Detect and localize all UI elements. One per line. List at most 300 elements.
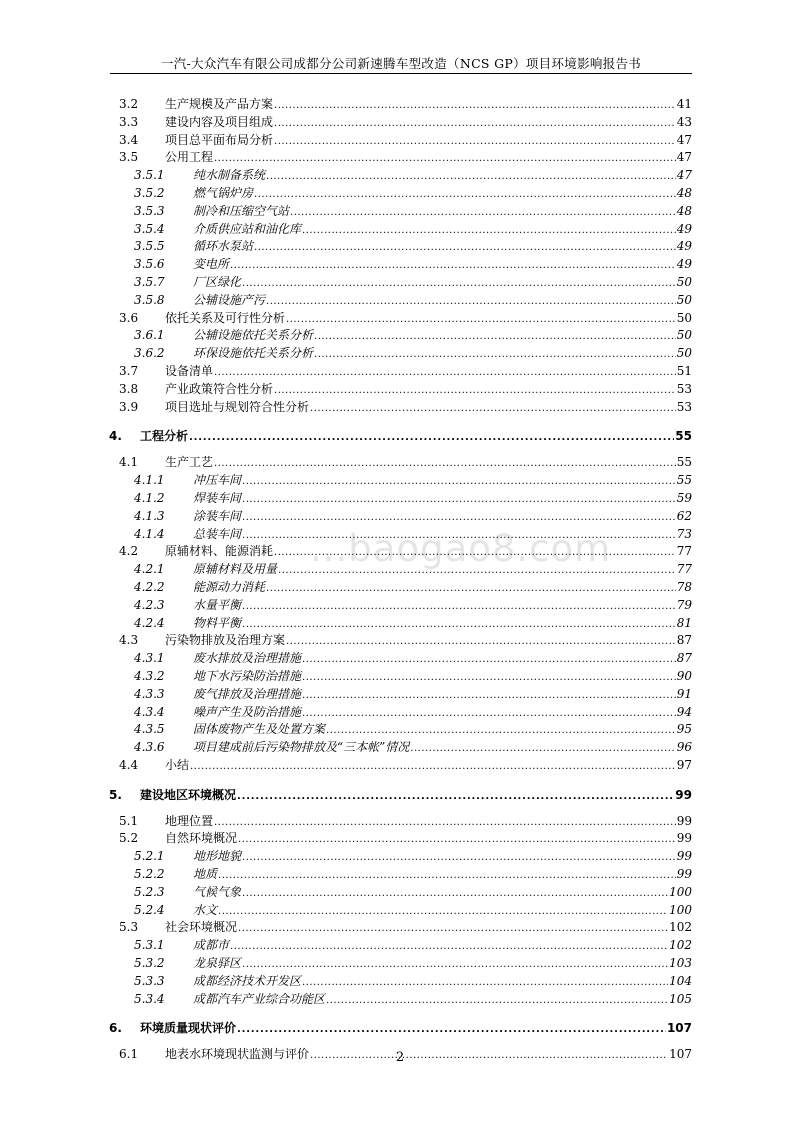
- toc-entry-title: 成都汽车产业综合功能区: [193, 991, 326, 1006]
- toc-entry-number: 3.8: [119, 381, 139, 396]
- toc-entry-number: 5.3.1: [134, 938, 165, 953]
- toc-entry[interactable]: [0, 381, 800, 399]
- toc-entry[interactable]: [0, 399, 800, 417]
- toc-entry-title: 地表水环境现状监测与评价: [165, 1047, 310, 1062]
- toc-entry[interactable]: [0, 686, 800, 704]
- toc-entry-line: [193, 686, 692, 705]
- toc-entry-number: 5.3.4: [134, 991, 165, 1006]
- toc-entry-line: [165, 96, 692, 115]
- toc-entry-line: [193, 490, 692, 509]
- toc-entry-title: 水文: [193, 902, 218, 917]
- toc-entry-number: 3.5.4: [134, 221, 165, 236]
- toc-entry-number: 4.3.5: [134, 722, 165, 737]
- toc-entry-line: [193, 274, 692, 293]
- toc-entry-number: 3.4: [119, 132, 139, 147]
- toc-entry-title: 工程分析: [140, 429, 189, 444]
- dot-leader: [266, 168, 676, 186]
- dot-leader: [190, 758, 676, 776]
- dot-leader: [286, 633, 676, 651]
- toc-entry-page: 100: [669, 902, 692, 917]
- toc-entry-title: 地下水污染防治措施: [193, 668, 302, 683]
- dot-leader: [302, 687, 676, 705]
- toc-entry-line: [193, 203, 692, 222]
- toc-entry-number: 4.4: [119, 757, 139, 772]
- toc-entry-title: 地形地貌: [193, 849, 242, 864]
- toc-entry-number: 4.: [109, 429, 122, 444]
- toc-entry-page: 47: [676, 150, 692, 165]
- dot-leader: [266, 580, 676, 598]
- toc-entry[interactable]: [0, 848, 800, 866]
- toc-entry-title: 龙泉驿区: [193, 956, 242, 971]
- toc-entry-title: 依托关系及可行性分析: [165, 310, 286, 325]
- toc-entry-page: 47: [676, 168, 692, 183]
- toc-entry-line: [165, 830, 692, 849]
- toc-entry-number: 6.: [109, 1021, 122, 1036]
- toc-entry-line: [193, 579, 692, 598]
- toc-entry-title: 环境质量现状评价: [140, 1021, 237, 1036]
- toc-entry-number: 4.3.2: [134, 668, 165, 683]
- dot-leader: [274, 97, 676, 115]
- dot-leader: [242, 956, 668, 974]
- toc-entry-number: 3.5.3: [134, 203, 165, 218]
- toc-entry-number: 4.3.1: [134, 651, 165, 666]
- toc-entry-title: 固体废物产生及处置方案: [193, 722, 326, 737]
- toc-entry-title: 纯水制备系统: [193, 168, 266, 183]
- dot-leader: [214, 814, 676, 832]
- toc-entry-number: 3.5.2: [134, 185, 165, 200]
- toc-entry-number: 3.6.2: [134, 346, 165, 361]
- toc-entry-number: 4.2: [119, 544, 139, 559]
- dot-leader: [314, 328, 676, 346]
- dot-leader: [189, 426, 674, 450]
- toc-entry-number: 5.: [109, 787, 122, 802]
- dot-leader: [310, 400, 676, 418]
- toc-entry-title: 建设地区环境概况: [140, 787, 237, 802]
- dot-leader: [410, 740, 675, 758]
- dot-leader: [274, 382, 676, 400]
- toc-entry[interactable]: [0, 830, 800, 848]
- toc-entry-page: 50: [676, 328, 692, 343]
- toc-entry-page: 55: [676, 455, 692, 470]
- toc-entry-number: 4.1.4: [134, 526, 165, 541]
- toc-entry-number: 5.2.3: [134, 884, 165, 899]
- toc-entry-line: [165, 543, 692, 562]
- toc-entry-page: 77: [676, 562, 692, 577]
- toc-entry-page: 55: [675, 429, 692, 444]
- dot-leader: [302, 651, 676, 669]
- toc-entry-page: 59: [676, 490, 692, 505]
- toc-entry-line: [193, 597, 692, 616]
- toc-entry[interactable]: [0, 561, 800, 579]
- toc-entry[interactable]: [0, 973, 800, 991]
- dot-leader: [242, 598, 676, 616]
- toc-entry[interactable]: [0, 508, 800, 526]
- toc-entry-page: 99: [676, 813, 692, 828]
- toc-entry-title: 环保设施依托关系分析: [193, 346, 314, 361]
- toc-entry[interactable]: [0, 132, 800, 150]
- toc-entry-title: 废气排放及治理措施: [193, 686, 302, 701]
- toc-entry-number: 3.5.5: [134, 239, 165, 254]
- dot-leader: [218, 867, 676, 885]
- toc-entry[interactable]: [0, 114, 800, 132]
- dot-leader: [214, 364, 676, 382]
- toc-entry-page: 99: [676, 867, 692, 882]
- toc-entry-line: [165, 632, 692, 651]
- toc-entry-page: 94: [676, 704, 692, 719]
- dot-leader: [238, 831, 676, 849]
- toc-entry-number: 6.1: [119, 1047, 139, 1062]
- toc-entry-line: [193, 327, 692, 346]
- dot-leader: [266, 293, 676, 311]
- toc-entry[interactable]: [0, 650, 800, 668]
- toc-entry-page: 48: [676, 185, 692, 200]
- toc-entry-title: 项目总平面布局分析: [165, 132, 274, 147]
- toc-entry-number: 4.1.3: [134, 508, 165, 523]
- toc-entry-page: 100: [669, 884, 692, 899]
- dot-leader: [326, 722, 676, 740]
- toc-entry-title: 产业政策符合性分析: [165, 381, 274, 396]
- toc-entry-number: 3.6: [119, 310, 139, 325]
- toc-entry-page: 102: [669, 938, 692, 953]
- toc-entry-title: 噪声产生及防治措施: [193, 704, 302, 719]
- toc-entry-page: 91: [676, 686, 692, 701]
- toc-entry-page: 49: [676, 221, 692, 236]
- toc-entry-page: 49: [676, 239, 692, 254]
- toc-entry-title: 能源动力消耗: [193, 579, 266, 594]
- toc-entry-page: 78: [676, 579, 692, 594]
- toc-entry-title: 焊装车间: [193, 490, 242, 505]
- toc-entry-title: 循环水泵站: [193, 239, 254, 254]
- toc-entry[interactable]: [0, 721, 800, 739]
- toc-entry[interactable]: [0, 597, 800, 615]
- toc-entry-page: 81: [676, 615, 692, 630]
- toc-entry-line: [165, 399, 692, 418]
- dot-leader: [254, 186, 676, 204]
- toc-entry-page: 87: [676, 633, 692, 648]
- dot-leader: [286, 311, 676, 329]
- dot-leader: [237, 785, 674, 809]
- toc-entry-number: 5.3.3: [134, 973, 165, 988]
- toc-entry-line: [165, 114, 692, 133]
- toc-entry-line: [193, 650, 692, 669]
- toc-entry-number: 4.2.1: [134, 562, 165, 577]
- toc-entry[interactable]: [0, 149, 800, 167]
- dot-leader: [326, 992, 668, 1010]
- toc-entry-title: 变电所: [193, 257, 230, 272]
- toc-entry-page: 99: [675, 787, 692, 802]
- toc-entry-title: 原辅材料、能源消耗: [165, 544, 274, 559]
- toc-entry-number: 5.2.1: [134, 849, 165, 864]
- dot-leader: [302, 705, 676, 723]
- toc-entry-line: [165, 132, 692, 151]
- toc-entry-line: [193, 167, 692, 186]
- toc-entry-title: 介质供应站和油化库: [193, 221, 302, 236]
- toc-entry-page: 43: [676, 114, 692, 129]
- toc-entry[interactable]: [0, 256, 800, 274]
- toc-entry-line: [193, 884, 692, 903]
- toc-entry-page: 103: [669, 956, 692, 971]
- toc-entry[interactable]: [0, 919, 800, 937]
- toc-entry-title: 公辅设施依托关系分析: [193, 328, 314, 343]
- toc-entry[interactable]: [0, 884, 800, 902]
- toc-entry-number: 5.3.2: [134, 956, 165, 971]
- toc-entry-line: [193, 238, 692, 257]
- toc-entry-number: 4.3.4: [134, 704, 165, 719]
- toc-entry-line: [165, 813, 692, 832]
- dot-leader: [254, 239, 676, 257]
- toc-entry-title: 涂装车间: [193, 508, 242, 523]
- toc-entry-line: [165, 149, 692, 168]
- toc-entry-line: [193, 739, 692, 758]
- toc-entry-line: [165, 381, 692, 400]
- toc-entry-number: 4.3.6: [134, 740, 165, 755]
- dot-leader: [274, 133, 676, 151]
- toc-entry-line: [193, 185, 692, 204]
- toc-entry[interactable]: [0, 363, 800, 381]
- toc-entry-page: 96: [676, 740, 692, 755]
- toc-entry-title: 生产工艺: [165, 455, 214, 470]
- toc-entry-title: 项目选址与规划符合性分析: [165, 399, 310, 414]
- toc-entry-title: 建设内容及项目组成: [165, 114, 274, 129]
- toc-entry-page: 62: [676, 508, 692, 523]
- toc-entry-title: 设备清单: [165, 363, 214, 378]
- toc-entry[interactable]: [0, 615, 800, 633]
- toc-entry-line: [193, 526, 692, 545]
- toc-entry-line: [193, 866, 692, 885]
- toc-entry-title: 公辅设施产污: [193, 292, 266, 307]
- toc-entry[interactable]: [0, 327, 800, 345]
- toc-entry-line: [140, 424, 692, 450]
- toc-entry-number: 3.5.7: [134, 274, 165, 289]
- table-of-contents: [0, 96, 800, 1064]
- toc-entry-title: 总装车间: [193, 526, 242, 541]
- toc-entry[interactable]: [0, 292, 800, 310]
- toc-entry-line: [140, 783, 692, 809]
- toc-entry-page: 105: [669, 991, 692, 1006]
- toc-entry-title: 物料平衡: [193, 615, 242, 630]
- toc-entry-title: 小结: [165, 757, 190, 772]
- toc-entry-page: 107: [669, 1047, 692, 1062]
- toc-entry-line: [165, 757, 692, 776]
- dot-leader: [302, 669, 676, 687]
- toc-entry-page: 102: [669, 920, 692, 935]
- toc-entry-line: [193, 221, 692, 240]
- toc-entry[interactable]: [0, 472, 800, 490]
- toc-entry-page: 107: [666, 1021, 692, 1036]
- dot-leader: [302, 222, 676, 240]
- toc-entry-page: 50: [676, 274, 692, 289]
- dot-leader: [214, 150, 676, 168]
- watermark: ...baogao8.com: [310, 527, 612, 570]
- toc-entry[interactable]: [0, 185, 800, 203]
- toc-entry-line: [165, 919, 692, 938]
- toc-entry[interactable]: [0, 221, 800, 239]
- toc-entry-number: 3.5: [119, 150, 139, 165]
- toc-entry-title: 厂区绿化: [193, 274, 242, 289]
- toc-entry-page: 48: [676, 203, 692, 218]
- toc-entry-line: [165, 454, 692, 473]
- toc-entry-number: 4.1.1: [134, 473, 165, 488]
- toc-entry[interactable]: [0, 1016, 800, 1040]
- toc-entry-line: [140, 1016, 692, 1042]
- toc-entry-page: 77: [676, 544, 692, 559]
- dot-leader: [314, 346, 676, 364]
- toc-entry-number: 5.2.2: [134, 867, 165, 882]
- dot-leader: [214, 455, 676, 473]
- toc-entry[interactable]: [0, 739, 800, 757]
- toc-entry[interactable]: [0, 783, 800, 807]
- toc-entry-number: 3.3: [119, 114, 139, 129]
- toc-entry[interactable]: [0, 704, 800, 722]
- toc-entry-page: 104: [669, 973, 692, 988]
- toc-entry[interactable]: [0, 238, 800, 256]
- toc-entry-line: [193, 668, 692, 687]
- toc-entry[interactable]: [0, 991, 800, 1009]
- toc-entry-line: [193, 902, 692, 921]
- toc-entry-page: 99: [676, 849, 692, 864]
- toc-entry-line: [193, 973, 692, 992]
- toc-entry-line: [193, 345, 692, 364]
- toc-entry-page: 79: [676, 597, 692, 612]
- toc-entry-number: 5.1: [119, 813, 139, 828]
- toc-entry-number: 4.2.2: [134, 579, 165, 594]
- toc-entry-number: 5.2: [119, 831, 139, 846]
- toc-entry-line: [193, 704, 692, 723]
- toc-entry-number: 3.9: [119, 399, 139, 414]
- toc-entry[interactable]: [0, 902, 800, 920]
- toc-entry[interactable]: [0, 490, 800, 508]
- dot-leader: [242, 885, 668, 903]
- toc-entry-title: 成都市: [193, 938, 230, 953]
- toc-entry[interactable]: [0, 345, 800, 363]
- toc-entry-number: 3.2: [119, 97, 139, 111]
- toc-entry-title: 气候气象: [193, 884, 242, 899]
- document-header: 一汽-大众汽车有限公司成都分公司新速腾车型改造（NCS GP）项目环境影响报告书: [160, 56, 642, 71]
- toc-entry-page: 55: [676, 473, 692, 488]
- toc-entry[interactable]: [0, 274, 800, 292]
- toc-entry-title: 冲压车间: [193, 473, 242, 488]
- dot-leader: [302, 974, 668, 992]
- toc-entry-page: 50: [676, 292, 692, 307]
- toc-entry-page: 53: [676, 381, 692, 396]
- dot-leader: [242, 616, 676, 634]
- toc-entry-page: 49: [676, 257, 692, 272]
- toc-entry-title: 废水排放及治理措施: [193, 651, 302, 666]
- toc-entry-line: [193, 937, 692, 956]
- dot-leader: [230, 257, 676, 275]
- toc-entry[interactable]: [0, 310, 800, 328]
- dot-leader: [274, 544, 676, 562]
- toc-entry-page: 90: [676, 668, 692, 683]
- toc-entry-page: 87: [676, 651, 692, 666]
- toc-entry-page: 97: [676, 757, 692, 772]
- dot-leader: [278, 562, 676, 580]
- toc-entry-page: 51: [676, 363, 692, 378]
- toc-entry-number: 4.3: [119, 633, 139, 648]
- toc-entry[interactable]: [0, 543, 800, 561]
- toc-entry-number: 3.5.1: [134, 168, 165, 183]
- toc-entry-title: 成都经济技术开发区: [193, 973, 302, 988]
- toc-entry[interactable]: [0, 955, 800, 973]
- toc-entry-number: 5.2.4: [134, 902, 165, 917]
- toc-entry-number: 4.3.3: [134, 686, 165, 701]
- toc-entry[interactable]: [0, 203, 800, 221]
- toc-entry[interactable]: [0, 96, 800, 114]
- dot-leader: [290, 204, 676, 222]
- toc-entry-page: 50: [676, 346, 692, 361]
- toc-entry-line: [193, 848, 692, 867]
- toc-entry-line: [193, 991, 692, 1010]
- toc-entry-number: 4.1.2: [134, 490, 165, 505]
- dot-leader: [230, 938, 668, 956]
- toc-entry[interactable]: [0, 668, 800, 686]
- toc-entry[interactable]: [0, 454, 800, 472]
- toc-entry-line: [193, 615, 692, 634]
- toc-entry-title: 地理位置: [165, 813, 214, 828]
- toc-entry-number: 3.5.8: [134, 292, 165, 307]
- dot-leader: [242, 527, 676, 545]
- toc-entry[interactable]: [0, 424, 800, 448]
- toc-entry-page: 73: [676, 526, 692, 541]
- toc-entry-line: [165, 310, 692, 329]
- toc-entry-line: [193, 955, 692, 974]
- toc-entry-line: [193, 561, 692, 580]
- toc-entry-title: 水量平衡: [193, 597, 242, 612]
- dot-leader: [218, 903, 668, 921]
- toc-entry-page: 95: [676, 722, 692, 737]
- toc-entry[interactable]: [0, 526, 800, 544]
- toc-entry-title: 地质: [193, 867, 218, 882]
- dot-leader: [242, 275, 676, 293]
- toc-entry[interactable]: [0, 866, 800, 884]
- toc-entry-title: 原辅材料及用量: [193, 562, 278, 577]
- toc-entry[interactable]: [0, 937, 800, 955]
- dot-leader: [238, 920, 668, 938]
- toc-entry[interactable]: [0, 757, 800, 775]
- page-number: 2: [395, 1050, 405, 1065]
- toc-entry-number: 4.1: [119, 455, 139, 470]
- header-rule: [110, 73, 692, 74]
- toc-entry-title: 项目建成前后污染物排放及“三本帐”情况: [193, 740, 410, 755]
- dot-leader: [242, 509, 676, 527]
- toc-entry-title: 社会环境概况: [165, 920, 238, 935]
- dot-leader: [242, 849, 676, 867]
- toc-entry-title: 公用工程: [165, 150, 214, 165]
- toc-entry-line: [193, 292, 692, 311]
- toc-entry-page: 53: [676, 399, 692, 414]
- toc-entry-number: 4.2.4: [134, 615, 165, 630]
- toc-entry-title: 燃气锅炉房: [193, 185, 254, 200]
- toc-entry[interactable]: [0, 579, 800, 597]
- toc-entry-page: 41: [676, 97, 692, 111]
- toc-entry-title: 制冷和压缩空气站: [193, 203, 290, 218]
- toc-entry[interactable]: [0, 632, 800, 650]
- toc-entry-line: [193, 256, 692, 275]
- dot-leader: [242, 491, 676, 509]
- dot-leader: [274, 115, 676, 133]
- toc-entry-title: 自然环境概况: [165, 831, 238, 846]
- toc-entry-page: 47: [676, 132, 692, 147]
- toc-entry-number: 3.6.1: [134, 328, 165, 343]
- toc-entry[interactable]: [0, 813, 800, 831]
- toc-entry-number: 3.7: [119, 363, 139, 378]
- toc-entry-line: [193, 508, 692, 527]
- dot-leader: [237, 1018, 666, 1042]
- toc-entry-page: 99: [676, 831, 692, 846]
- toc-entry-line: [165, 363, 692, 382]
- toc-entry-title: 生产规模及产品方案: [165, 97, 274, 111]
- toc-entry[interactable]: [0, 167, 800, 185]
